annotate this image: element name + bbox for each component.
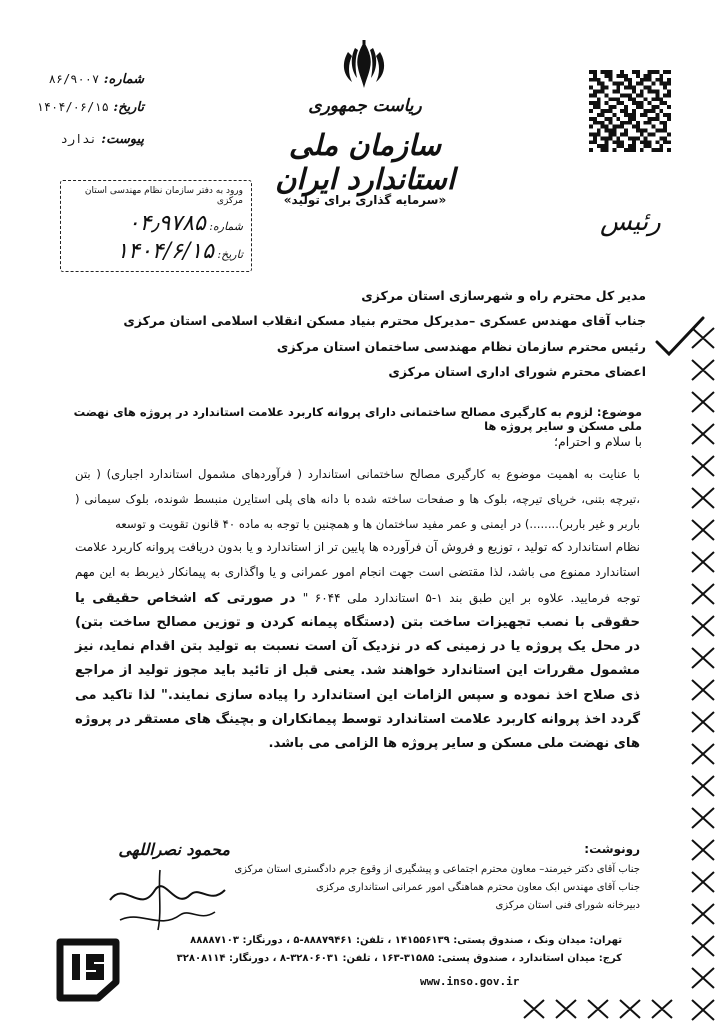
greeting: با سلام و احترام؛: [554, 434, 642, 449]
signature-name: محمود نصراللهی: [118, 840, 230, 859]
qr-code-icon: [588, 70, 672, 152]
address-karaj: کرج: میدان استاندارد ، صندوق پستی: ۳۱۵۸۵-۱۶۳ ، تلفن: ۳۲۸۰۶۰۳۱-۸ ، دورنگار: ۳۲۸۰۸۱۱۴: [176, 953, 622, 964]
presidency-title: ریاست جمهوری: [308, 96, 422, 116]
cc-title: رونوشت:: [584, 842, 640, 856]
recipient-2: جناب آقای مهندس عسکری –مدیرکل محترم بنیاد مسکن انقلاب اسلامی استان مرکزی: [123, 313, 646, 328]
signature-scribble-icon: [100, 860, 230, 935]
subject-line: موضوع: لزوم به کارگیری مصالح ساختمانی دارای پروانه کاربرد علامت استاندارد در پروژه های نهضت ملی مسکن و سایر پروژه ها: [73, 405, 642, 433]
incoming-stamp: [60, 180, 252, 272]
decorative-border-icon: [690, 320, 716, 1024]
cc-line-2: جناب آقای مهندس ابک معاون محترم هماهنگی امور عمرانی استانداری مرکزی: [316, 882, 640, 893]
letter-date: تاریخ: ۱۴۰۴/۰۶/۱۵: [36, 100, 144, 115]
inso-logo-icon: [50, 932, 126, 1008]
recipient-4: اعضای محترم شورای اداری استان مرکزی: [388, 364, 646, 379]
website-link[interactable]: www.inso.gov.ir: [420, 975, 520, 988]
letter-attachment: پیوست: ندارد: [60, 132, 144, 147]
address-tehran: تهران: میدان ونک ، صندوق پستی: ۱۴۱۵۵۶۱۳۹ ، تلفن: ۸۸۸۷۹۴۶۱-۵ ، دورنگار: ۸۸۸۸۷۱۰۳: [190, 935, 622, 946]
iran-emblem-icon: [338, 38, 390, 92]
stamp-number: شماره: ۰۴٫۹۷۸۵: [127, 211, 243, 236]
stamp-date: تاریخ: ۱۴۰۴/۶/۱۵: [116, 239, 243, 264]
body-paragraph-2: [75, 535, 640, 757]
organization-title: سازمان ملی استاندارد ایران: [275, 128, 455, 196]
slogan: «سرمایه گذاری برای تولید»: [283, 193, 447, 207]
body-paragraph-2a: نظام استاندارد که تولید ، توزیع و فروش آن فرآورده ها پایین تر از استاندارد و یا بدون دریافت پروانه کاربرد علامت استاندارد ممنوع می باشد، لذا مقتضی است جهت انجام امور عمرانی و یا واگذاری به پیمانکار ذیربط به این مهم توجه فرمایید. علاوه بر این طبق بند ۱-۵ استاندارد ملی ۶۰۴۴ ": [75, 540, 641, 605]
recipient-1: مدیر کل محترم راه و شهرسازی استان مرکزی: [361, 288, 646, 303]
handwritten-note: رئیس: [600, 207, 661, 237]
cc-line-1: جناب آقای دکتر خیرمند– معاون محترم اجتماعی و پیشگیری از وقوع جرم دادگستری استان مرکزی: [234, 864, 640, 875]
decorative-border-bottom-icon: [520, 998, 690, 1020]
body-paragraph-1: با عنایت به اهمیت موضوع به کارگیری مصالح ساختمانی استاندارد ( فرآوردهای مشمول استاندارد اجباری) ( بتن ،تیرچه بتنی، خرپای تیرچه، بلوک ها و صفحات ساخته شده با دانه های پلی استایرن منبسط شونده، بلوک سیمانی ( باربر و غیر باربر)........) در ایمنی و عمر مفید ساختمان ها و همچنین با توجه به ماده ۴۰ قانون تقویت و توسعه: [75, 467, 640, 531]
body-paragraph-2b: در صورتی که اشخاص حقیقی یا حقوقی با نصب تجهیزات ساخت بتن (دستگاه پیمانه کردن و توزین مصالح ساخت بتن) در محل یک پروژه یا در زمینی که در نزدیک آن است نسبت به تولید بتن اقدام نماید، نیز مشمول مقررات این استاندارد خواهند شد. یعنی قبل از تائید باید مجوز تولید از مراجع ذی صلاح اخذ نموده و سپس الزامات این استاندارد را پیاده سازی نمایند." لذا تاکید می گردد اخذ پروانه کاربرد علامت استاندارد توسط پیمانکاران و بچینگ های مستقر در پروژه های نهضت ملی مسکن و سایر پروژه ها الزامی می باشد.: [75, 590, 640, 752]
letter-number: شماره: ۸۶/۹۰۰۷: [48, 72, 144, 87]
stamp-title: ورود به دفتر سازمان نظام مهندسی استان مرکزی: [84, 186, 243, 206]
signature: [100, 840, 230, 935]
recipient-3: رئیس محترم سازمان نظام مهندسی ساختمان استان مرکزی: [276, 339, 646, 354]
cc-line-3: دبیرخانه شورای فنی استان مرکزی: [495, 900, 640, 911]
